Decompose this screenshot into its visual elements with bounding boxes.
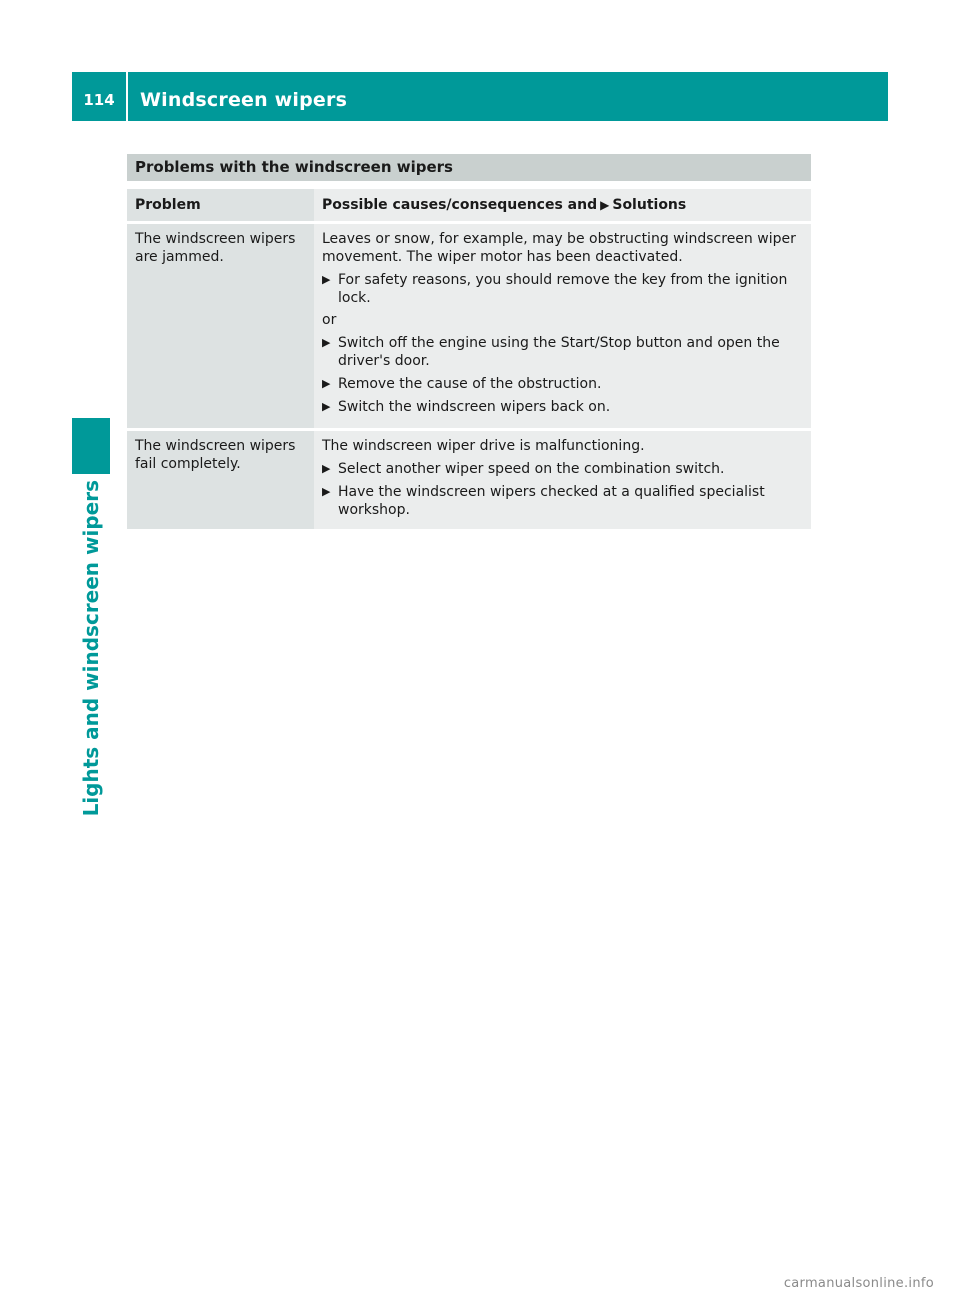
table-row (127, 224, 811, 428)
arrow-right-icon: ▶ (322, 400, 331, 413)
watermark: carmanualsonline.info (783, 1276, 934, 1291)
solution-step (322, 271, 803, 307)
column-header-solutions (314, 189, 811, 221)
side-chapter-label (72, 480, 110, 820)
step-text: Have the windscreen wipers checked at a qualified specialist workshop. (338, 484, 765, 518)
header-divider (126, 72, 128, 121)
step-text: Switch the windscreen wipers back on. (338, 399, 611, 415)
side-tab-block (72, 418, 110, 474)
step-text: Remove the cause of the obstruction. (338, 376, 602, 392)
or-text: or (322, 312, 337, 328)
solution-cell (314, 224, 811, 428)
cause-text: Leaves or snow, for example, may be obstructing windscreen wiper movement. The wiper motor has been deactivated. (322, 231, 796, 265)
problem-cell: The windscreen wipers fail completely. (127, 431, 314, 529)
arrow-right-icon: ▶ (322, 485, 331, 498)
step-text: Select another wiper speed on the combination switch. (338, 461, 725, 477)
chapter-label-text: Lights and windscreen wipers (79, 480, 103, 817)
column-header-problem: Problem (127, 189, 314, 221)
arrow-right-icon: ▶ (322, 377, 331, 390)
arrow-right-icon: ▶ (600, 198, 610, 212)
page-header (72, 72, 888, 121)
step-text: Switch off the engine using the Start/Stop button and open the driver's door. (338, 335, 780, 369)
step-text: For safety reasons, you should remove the key from the ignition lock. (338, 272, 788, 306)
solution-step (322, 375, 803, 393)
problem-cell: The windscreen wipers are jammed. (127, 224, 314, 428)
cause-text: The windscreen wiper drive is malfunctioning. (322, 438, 645, 454)
arrow-right-icon: ▶ (322, 336, 331, 349)
solution-cell (314, 431, 811, 529)
page-number: 114 (83, 91, 115, 109)
solution-step (322, 334, 803, 370)
section-title: Windscreen wipers (140, 89, 348, 111)
table-row (127, 431, 811, 529)
table-header-row (127, 189, 811, 221)
solution-step (322, 398, 803, 416)
solution-step (322, 483, 803, 519)
table-title: Problems with the windscreen wipers (127, 154, 811, 181)
column-header-prefix: Possible causes/consequences and (322, 197, 598, 213)
arrow-right-icon: ▶ (322, 462, 331, 475)
column-header-suffix: Solutions (612, 197, 687, 213)
arrow-right-icon: ▶ (322, 273, 331, 286)
problems-table (127, 154, 811, 529)
solution-step (322, 460, 803, 478)
